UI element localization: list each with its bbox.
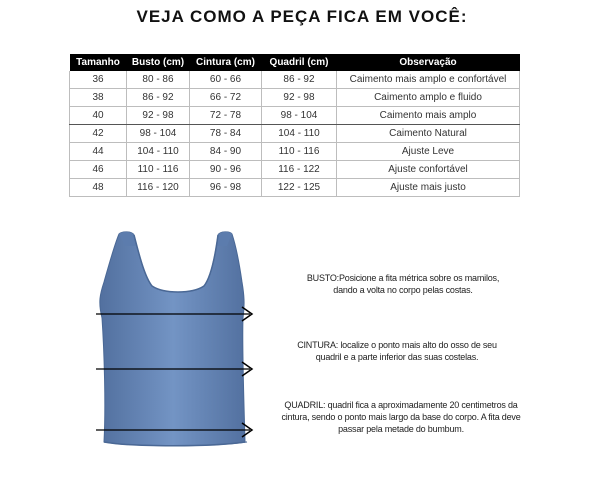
cell-busto: 110 - 116 [127,161,190,179]
header-quadril: Quadril (cm) [262,54,337,71]
table-row [70,179,520,197]
cell-busto: 98 - 104 [127,125,190,143]
cell-observacao: Ajuste confortável [337,161,520,179]
cell-busto: 86 - 92 [127,89,190,107]
table-row [70,107,520,125]
cell-quadril: 98 - 104 [262,107,337,125]
cell-busto: 80 - 86 [127,71,190,89]
cell-busto: 116 - 120 [127,179,190,197]
cell-observacao: Caimento mais amplo e confortável [337,71,520,89]
cell-cintura: 66 - 72 [190,89,262,107]
cell-size: 44 [70,143,127,161]
cell-size: 46 [70,161,127,179]
cell-quadril: 92 - 98 [262,89,337,107]
cell-busto: 104 - 110 [127,143,190,161]
table-header-row [70,54,520,71]
cell-quadril: 110 - 116 [262,143,337,161]
table-row [70,125,520,143]
cell-observacao: Ajuste mais justo [337,179,520,197]
cell-observacao: Ajuste Leve [337,143,520,161]
cell-cintura: 78 - 84 [190,125,262,143]
cell-cintura: 60 - 66 [190,71,262,89]
cell-observacao: Caimento amplo e fluido [337,89,520,107]
header-cintura: Cintura (cm) [190,54,262,71]
cell-size: 36 [70,71,127,89]
cell-cintura: 90 - 96 [190,161,262,179]
cell-observacao: Caimento Natural [337,125,520,143]
note-quadril: QUADRIL: quadril fica a aproximadamente 20 centimetros da cintura, sendo o ponto mais largo da base do corpo. A fita deve passar pela metade do bumbum. [281,400,521,434]
cell-busto: 92 - 98 [127,107,190,125]
table-row [70,161,520,179]
page-title: VEJA COMO A PEÇA FICA EM VOCÊ: [136,7,468,26]
tank-top-figure [92,228,262,483]
header-observacao: Observação [337,54,520,71]
header-busto: Busto (cm) [127,54,190,71]
cell-size: 42 [70,125,127,143]
tank-top-body [100,232,247,446]
header-tamanho: Tamanho [70,54,127,71]
cell-quadril: 104 - 110 [262,125,337,143]
cell-size: 40 [70,107,127,125]
note-busto: BUSTO:Posicione a fita métrica sobre os mamilos, dando a volta no corpo pelas costas. [306,273,500,295]
table-row [70,71,520,89]
tank-top-illustration [92,228,262,483]
cell-size: 38 [70,89,127,107]
cell-observacao: Caimento mais amplo [337,107,520,125]
cell-cintura: 84 - 90 [190,143,262,161]
size-chart-table [69,54,520,197]
cell-quadril: 122 - 125 [262,179,337,197]
cell-cintura: 96 - 98 [190,179,262,197]
table-row [70,143,520,161]
cell-size: 48 [70,179,127,197]
cell-cintura: 72 - 78 [190,107,262,125]
note-cintura: CINTURA: localize o ponto mais alto do osso de seu quadril e a parte inferior das suas costelas. [297,340,497,362]
cell-quadril: 116 - 122 [262,161,337,179]
table-row [70,89,520,107]
cell-quadril: 86 - 92 [262,71,337,89]
